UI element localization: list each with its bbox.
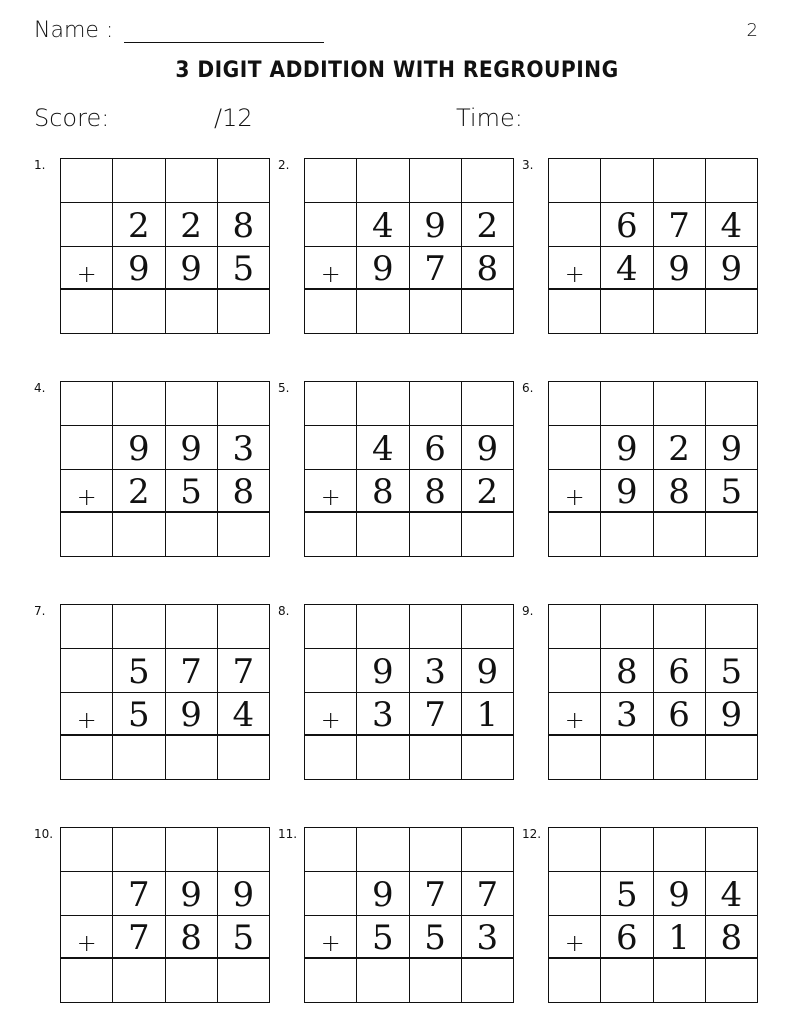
- top-digit: 9: [462, 649, 514, 693]
- answer-cell[interactable]: [218, 290, 270, 334]
- top-digit: 9: [601, 426, 653, 470]
- carry-cell[interactable]: [706, 382, 758, 426]
- problem-grid: [60, 381, 270, 557]
- answer-cell[interactable]: [549, 959, 601, 1003]
- answer-cell[interactable]: [61, 736, 113, 780]
- problem-1: [34, 158, 284, 338]
- plus-sign: +: [305, 247, 357, 291]
- bottom-digit: 9: [601, 470, 653, 514]
- top-digit: 6: [654, 649, 706, 693]
- problem-number: 2.: [278, 158, 290, 172]
- carry-cell[interactable]: [166, 605, 218, 649]
- top-digit: 5: [113, 649, 165, 693]
- problem-12: [522, 827, 772, 1007]
- bottom-digit: 5: [357, 916, 409, 960]
- name-line[interactable]: [124, 42, 324, 43]
- carry-cell[interactable]: [462, 828, 514, 872]
- problem-number: 9.: [522, 604, 534, 618]
- bottom-digit: 9: [706, 693, 758, 737]
- empty-cell: [61, 426, 113, 470]
- top-digit: 9: [410, 203, 462, 247]
- answer-cell[interactable]: [462, 290, 514, 334]
- answer-cell[interactable]: [305, 736, 357, 780]
- answer-cell[interactable]: [410, 290, 462, 334]
- bottom-digit: 9: [166, 693, 218, 737]
- answer-cell[interactable]: [706, 290, 758, 334]
- problem-grid: [548, 604, 758, 780]
- top-digit: 7: [462, 872, 514, 916]
- carry-cell[interactable]: [357, 159, 409, 203]
- answer-cell[interactable]: [549, 290, 601, 334]
- empty-cell: [305, 872, 357, 916]
- answer-cell[interactable]: [61, 513, 113, 557]
- carry-cell[interactable]: [61, 159, 113, 203]
- problem-number: 11.: [278, 827, 298, 841]
- empty-cell: [61, 203, 113, 247]
- top-digit: 4: [706, 203, 758, 247]
- top-digit: 5: [706, 649, 758, 693]
- carry-cell[interactable]: [410, 159, 462, 203]
- answer-cell[interactable]: [654, 290, 706, 334]
- bottom-digit: 7: [410, 247, 462, 291]
- top-digit: 7: [113, 872, 165, 916]
- answer-cell[interactable]: [601, 959, 653, 1003]
- bottom-digit: 5: [218, 916, 270, 960]
- top-digit: 7: [654, 203, 706, 247]
- carry-cell[interactable]: [113, 605, 165, 649]
- bottom-digit: 8: [357, 470, 409, 514]
- answer-cell[interactable]: [113, 959, 165, 1003]
- top-digit: 9: [654, 872, 706, 916]
- top-digit: 4: [357, 203, 409, 247]
- carry-cell[interactable]: [706, 828, 758, 872]
- problem-2: [278, 158, 528, 338]
- carry-cell[interactable]: [410, 828, 462, 872]
- carry-cell[interactable]: [462, 159, 514, 203]
- answer-cell[interactable]: [549, 513, 601, 557]
- answer-cell[interactable]: [218, 736, 270, 780]
- bottom-digit: 9: [113, 247, 165, 291]
- answer-cell[interactable]: [218, 513, 270, 557]
- score-total: /12: [214, 104, 253, 132]
- top-digit: 8: [601, 649, 653, 693]
- top-digit: 9: [357, 649, 409, 693]
- page-number: 2: [746, 20, 758, 41]
- bottom-digit: 2: [113, 470, 165, 514]
- top-digit: 3: [410, 649, 462, 693]
- empty-cell: [61, 649, 113, 693]
- top-digit: 8: [218, 203, 270, 247]
- bottom-digit: 8: [166, 916, 218, 960]
- problem-5: [278, 381, 528, 561]
- carry-cell[interactable]: [654, 605, 706, 649]
- top-digit: 9: [462, 426, 514, 470]
- carry-cell[interactable]: [601, 605, 653, 649]
- top-digit: 9: [357, 872, 409, 916]
- bottom-digit: 5: [706, 470, 758, 514]
- carry-cell[interactable]: [61, 828, 113, 872]
- problem-number: 12.: [522, 827, 542, 841]
- carry-cell[interactable]: [462, 382, 514, 426]
- carry-cell[interactable]: [410, 382, 462, 426]
- top-digit: 7: [410, 872, 462, 916]
- top-digit: 6: [601, 203, 653, 247]
- top-digit: 2: [166, 203, 218, 247]
- problem-6: [522, 381, 772, 561]
- bottom-digit: 5: [113, 693, 165, 737]
- plus-sign: +: [305, 470, 357, 514]
- answer-cell[interactable]: [61, 290, 113, 334]
- answer-cell[interactable]: [654, 513, 706, 557]
- bottom-digit: 7: [113, 916, 165, 960]
- top-digit: 2: [654, 426, 706, 470]
- top-digit: 7: [218, 649, 270, 693]
- answer-cell[interactable]: [601, 736, 653, 780]
- empty-cell: [549, 649, 601, 693]
- carry-cell[interactable]: [601, 828, 653, 872]
- answer-cell[interactable]: [601, 513, 653, 557]
- bottom-digit: 1: [654, 916, 706, 960]
- carry-cell[interactable]: [218, 605, 270, 649]
- empty-cell: [549, 426, 601, 470]
- top-digit: 2: [462, 203, 514, 247]
- carry-cell[interactable]: [706, 159, 758, 203]
- answer-cell[interactable]: [706, 513, 758, 557]
- bottom-digit: 3: [357, 693, 409, 737]
- carry-cell[interactable]: [218, 159, 270, 203]
- answer-cell[interactable]: [410, 959, 462, 1003]
- problem-grid: [548, 381, 758, 557]
- carry-cell[interactable]: [601, 382, 653, 426]
- problem-grid: [60, 158, 270, 334]
- bottom-digit: 8: [410, 470, 462, 514]
- problem-number: 6.: [522, 381, 534, 395]
- answer-cell[interactable]: [61, 959, 113, 1003]
- carry-cell[interactable]: [654, 382, 706, 426]
- answer-cell[interactable]: [410, 513, 462, 557]
- plus-sign: +: [549, 916, 601, 960]
- answer-cell[interactable]: [549, 736, 601, 780]
- answer-cell[interactable]: [706, 959, 758, 1003]
- problem-grid: [304, 158, 514, 334]
- top-digit: 9: [113, 426, 165, 470]
- answer-cell[interactable]: [113, 290, 165, 334]
- top-digit: 9: [166, 426, 218, 470]
- answer-cell[interactable]: [357, 959, 409, 1003]
- plus-sign: +: [549, 247, 601, 291]
- plus-sign: +: [305, 693, 357, 737]
- carry-cell[interactable]: [462, 605, 514, 649]
- problem-10: [34, 827, 284, 1007]
- carry-cell[interactable]: [654, 159, 706, 203]
- problem-number: 8.: [278, 604, 290, 618]
- carry-cell[interactable]: [410, 605, 462, 649]
- carry-cell[interactable]: [305, 382, 357, 426]
- bottom-digit: 9: [357, 247, 409, 291]
- answer-cell[interactable]: [601, 290, 653, 334]
- carry-cell[interactable]: [218, 382, 270, 426]
- carry-cell[interactable]: [305, 605, 357, 649]
- problem-number: 7.: [34, 604, 46, 618]
- carry-cell[interactable]: [166, 382, 218, 426]
- carry-cell[interactable]: [61, 605, 113, 649]
- bottom-digit: 8: [218, 470, 270, 514]
- problem-grid: [60, 604, 270, 780]
- plus-sign: +: [305, 916, 357, 960]
- bottom-digit: 6: [601, 916, 653, 960]
- top-digit: 2: [113, 203, 165, 247]
- answer-cell[interactable]: [654, 736, 706, 780]
- plus-sign: +: [61, 693, 113, 737]
- carry-cell[interactable]: [113, 382, 165, 426]
- carry-cell[interactable]: [549, 159, 601, 203]
- carry-cell[interactable]: [218, 828, 270, 872]
- problem-3: [522, 158, 772, 338]
- carry-cell[interactable]: [549, 382, 601, 426]
- problem-grid: [548, 827, 758, 1003]
- answer-cell[interactable]: [305, 290, 357, 334]
- top-digit: 9: [218, 872, 270, 916]
- answer-cell[interactable]: [654, 959, 706, 1003]
- top-digit: 9: [706, 426, 758, 470]
- top-digit: 3: [218, 426, 270, 470]
- answer-cell[interactable]: [410, 736, 462, 780]
- bottom-digit: 9: [166, 247, 218, 291]
- problem-number: 10.: [34, 827, 54, 841]
- answer-cell[interactable]: [462, 513, 514, 557]
- answer-cell[interactable]: [166, 736, 218, 780]
- bottom-digit: 2: [462, 470, 514, 514]
- bottom-digit: 9: [654, 247, 706, 291]
- name-label: Name :: [34, 18, 114, 43]
- problem-8: [278, 604, 528, 784]
- top-digit: 4: [706, 872, 758, 916]
- plus-sign: +: [549, 470, 601, 514]
- empty-cell: [61, 872, 113, 916]
- bottom-digit: 3: [601, 693, 653, 737]
- bottom-digit: 3: [462, 916, 514, 960]
- empty-cell: [305, 203, 357, 247]
- bottom-digit: 5: [410, 916, 462, 960]
- carry-cell[interactable]: [113, 159, 165, 203]
- score-label: Score:: [34, 104, 110, 132]
- carry-cell[interactable]: [113, 828, 165, 872]
- problem-grid: [304, 827, 514, 1003]
- top-digit: 6: [410, 426, 462, 470]
- answer-cell[interactable]: [166, 290, 218, 334]
- carry-cell[interactable]: [549, 828, 601, 872]
- bottom-digit: 8: [706, 916, 758, 960]
- bottom-digit: 1: [462, 693, 514, 737]
- bottom-digit: 4: [601, 247, 653, 291]
- problem-grid: [304, 381, 514, 557]
- carry-cell[interactable]: [305, 159, 357, 203]
- answer-cell[interactable]: [305, 513, 357, 557]
- top-digit: 5: [601, 872, 653, 916]
- plus-sign: +: [61, 916, 113, 960]
- problem-number: 1.: [34, 158, 46, 172]
- problem-4: [34, 381, 284, 561]
- worksheet-title: 3 DIGIT ADDITION WITH REGROUPING: [175, 58, 619, 83]
- answer-cell[interactable]: [218, 959, 270, 1003]
- carry-cell[interactable]: [166, 159, 218, 203]
- answer-cell[interactable]: [113, 736, 165, 780]
- answer-cell[interactable]: [462, 736, 514, 780]
- problem-number: 5.: [278, 381, 290, 395]
- carry-cell[interactable]: [305, 828, 357, 872]
- bottom-digit: 8: [654, 470, 706, 514]
- problem-grid: [304, 604, 514, 780]
- answer-cell[interactable]: [357, 513, 409, 557]
- bottom-digit: 6: [654, 693, 706, 737]
- problem-11: [278, 827, 528, 1007]
- problem-number: 3.: [522, 158, 534, 172]
- empty-cell: [305, 426, 357, 470]
- top-digit: 9: [166, 872, 218, 916]
- answer-cell[interactable]: [462, 959, 514, 1003]
- answer-cell[interactable]: [166, 513, 218, 557]
- bottom-digit: 5: [166, 470, 218, 514]
- problem-number: 4.: [34, 381, 46, 395]
- answer-cell[interactable]: [357, 290, 409, 334]
- problem-7: [34, 604, 284, 784]
- answer-cell[interactable]: [166, 959, 218, 1003]
- carry-cell[interactable]: [166, 828, 218, 872]
- bottom-digit: 5: [218, 247, 270, 291]
- answer-cell[interactable]: [305, 959, 357, 1003]
- carry-cell[interactable]: [654, 828, 706, 872]
- top-digit: 4: [357, 426, 409, 470]
- carry-cell[interactable]: [357, 828, 409, 872]
- top-digit: 7: [166, 649, 218, 693]
- bottom-digit: 4: [218, 693, 270, 737]
- answer-cell[interactable]: [706, 736, 758, 780]
- bottom-digit: 7: [410, 693, 462, 737]
- empty-cell: [305, 649, 357, 693]
- carry-cell[interactable]: [357, 382, 409, 426]
- problem-grid: [60, 827, 270, 1003]
- time-label: Time:: [456, 104, 523, 132]
- empty-cell: [549, 872, 601, 916]
- carry-cell[interactable]: [61, 382, 113, 426]
- problem-grid: [548, 158, 758, 334]
- carry-cell[interactable]: [549, 605, 601, 649]
- carry-cell[interactable]: [706, 605, 758, 649]
- carry-cell[interactable]: [601, 159, 653, 203]
- answer-cell[interactable]: [357, 736, 409, 780]
- bottom-digit: 9: [706, 247, 758, 291]
- plus-sign: +: [549, 693, 601, 737]
- problem-9: [522, 604, 772, 784]
- answer-cell[interactable]: [113, 513, 165, 557]
- bottom-digit: 8: [462, 247, 514, 291]
- plus-sign: +: [61, 470, 113, 514]
- plus-sign: +: [61, 247, 113, 291]
- empty-cell: [549, 203, 601, 247]
- carry-cell[interactable]: [357, 605, 409, 649]
